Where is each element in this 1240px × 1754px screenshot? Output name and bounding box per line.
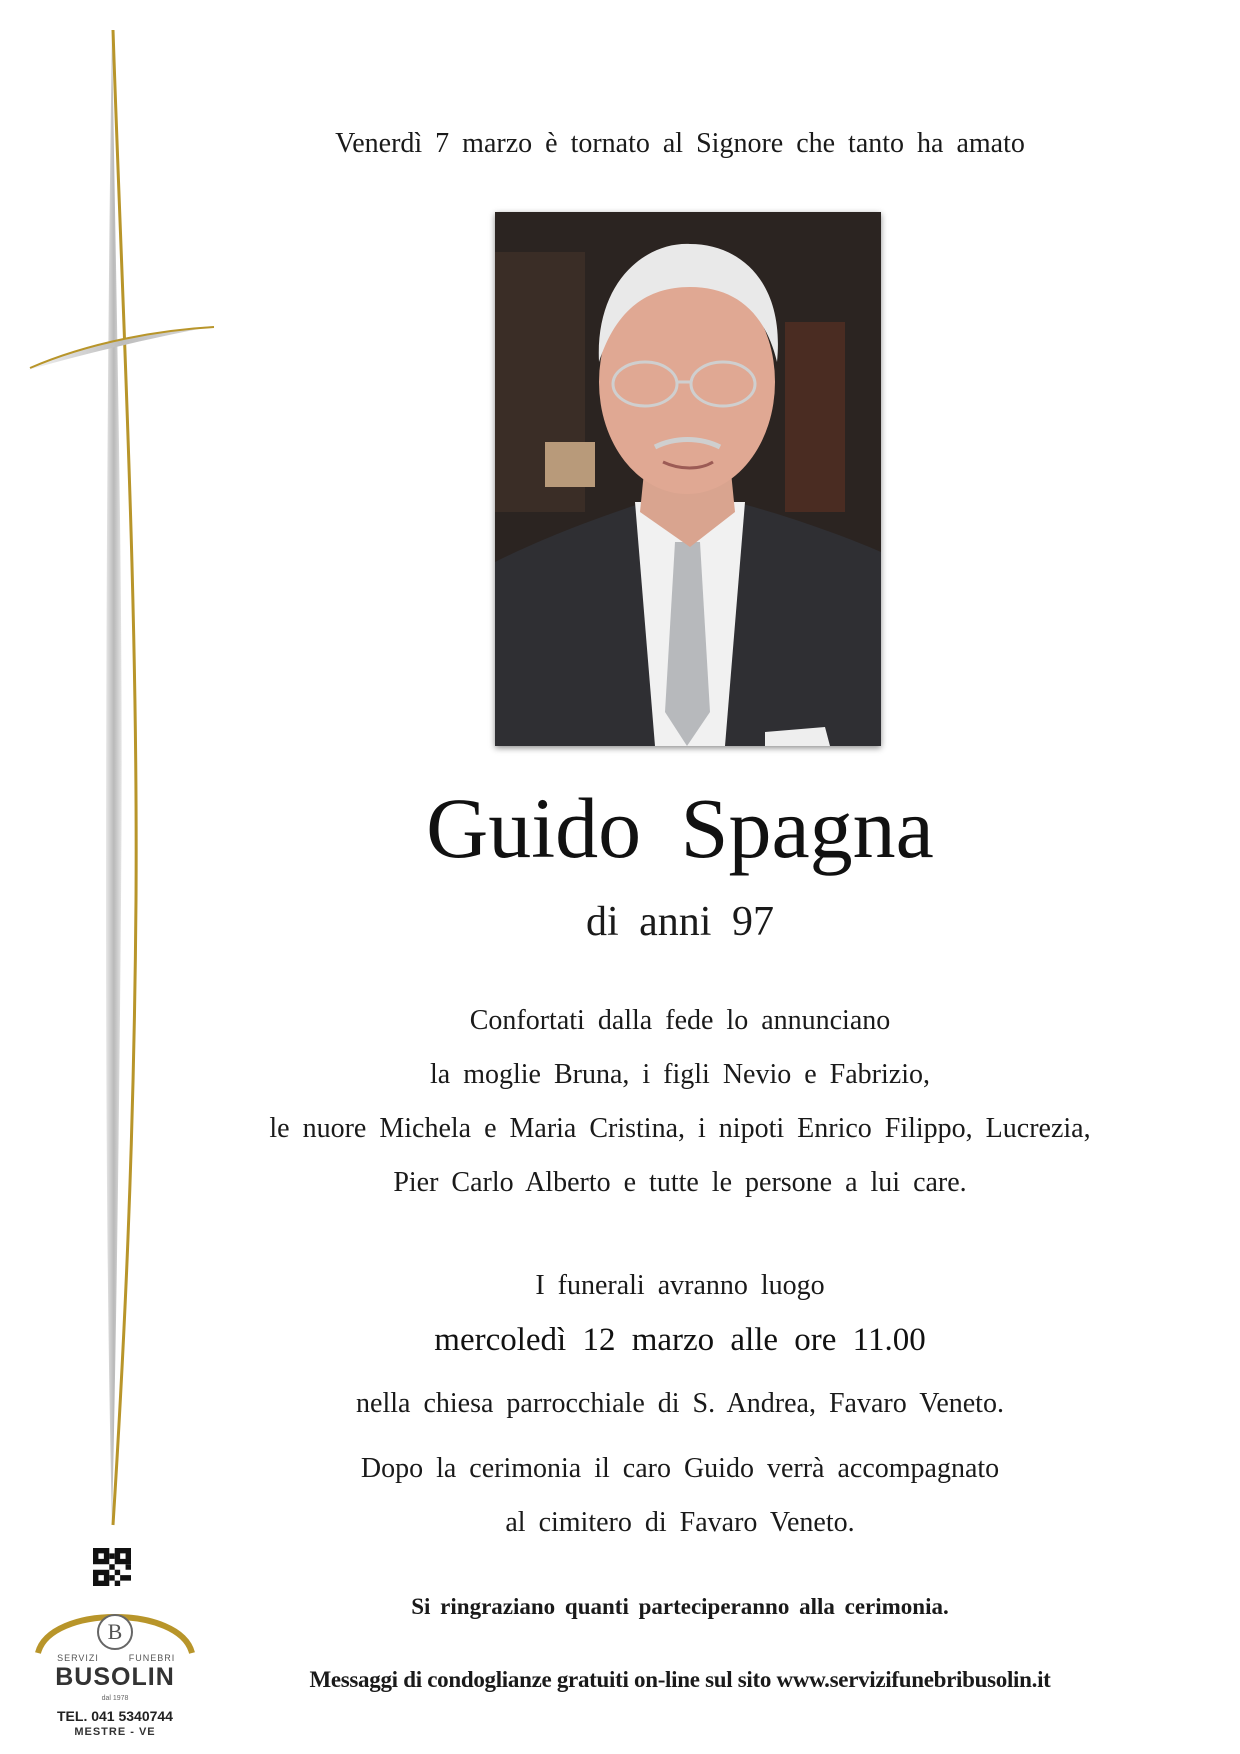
logo-city: MESTRE - VE <box>74 1726 156 1738</box>
thanks-text: Si ringraziano quanti parteciperanno alla cerimonia. <box>411 1594 949 1619</box>
logo-services-right: FUNEBRI <box>128 1653 176 1663</box>
logo-phone: TEL. 041 5340744 <box>57 1708 173 1724</box>
family-line: Confortati dalla fede lo annunciano <box>469 1005 891 1036</box>
intro-text: Venerdì 7 marzo è tornato al Signore che tanto ha amato <box>335 128 1025 159</box>
logo-letter: B <box>107 1619 123 1644</box>
family-line: le nuore Michela e Maria Cristina, i nipoti Enrico Filippo, Lucrezia, <box>269 1113 1091 1144</box>
logo-services-left: SERVIZI <box>57 1653 99 1663</box>
logo-brand: BUSOLIN <box>55 1663 175 1691</box>
funeral-intro: I funerali avranno luogo <box>535 1270 825 1301</box>
cross-decoration <box>0 0 230 1540</box>
funeral-after: Dopo la cerimonia il caro Guido verrà accompagnato <box>360 1453 1000 1484</box>
funeral-cemetery: al cimitero di Favaro Veneto. <box>505 1507 855 1538</box>
logo-since: dal 1978 <box>101 1695 129 1702</box>
funeral-datetime: mercoledì 12 marzo alle ore 11.00 <box>434 1322 926 1358</box>
funeral-location: nella chiesa parrocchiale di S. Andrea, Favaro Veneto. <box>356 1388 1004 1419</box>
family-line: la moglie Bruna, i figli Nevio e Fabrizio, <box>429 1059 930 1090</box>
portrait-photo <box>495 212 881 746</box>
deceased-name: Guido Spagna <box>426 780 934 876</box>
busolin-logo <box>30 1595 200 1745</box>
logo-services <box>30 1653 200 1663</box>
family-line: Pier Carlo Alberto e tutte le persone a lui care. <box>393 1167 967 1198</box>
deceased-age: di anni 97 <box>586 899 774 945</box>
condolence-messages-text: Messaggi di condoglianze gratuiti on-line sul sito www.servizifunebribusolin.it <box>309 1667 1051 1692</box>
qr-code-icon <box>93 1548 131 1586</box>
